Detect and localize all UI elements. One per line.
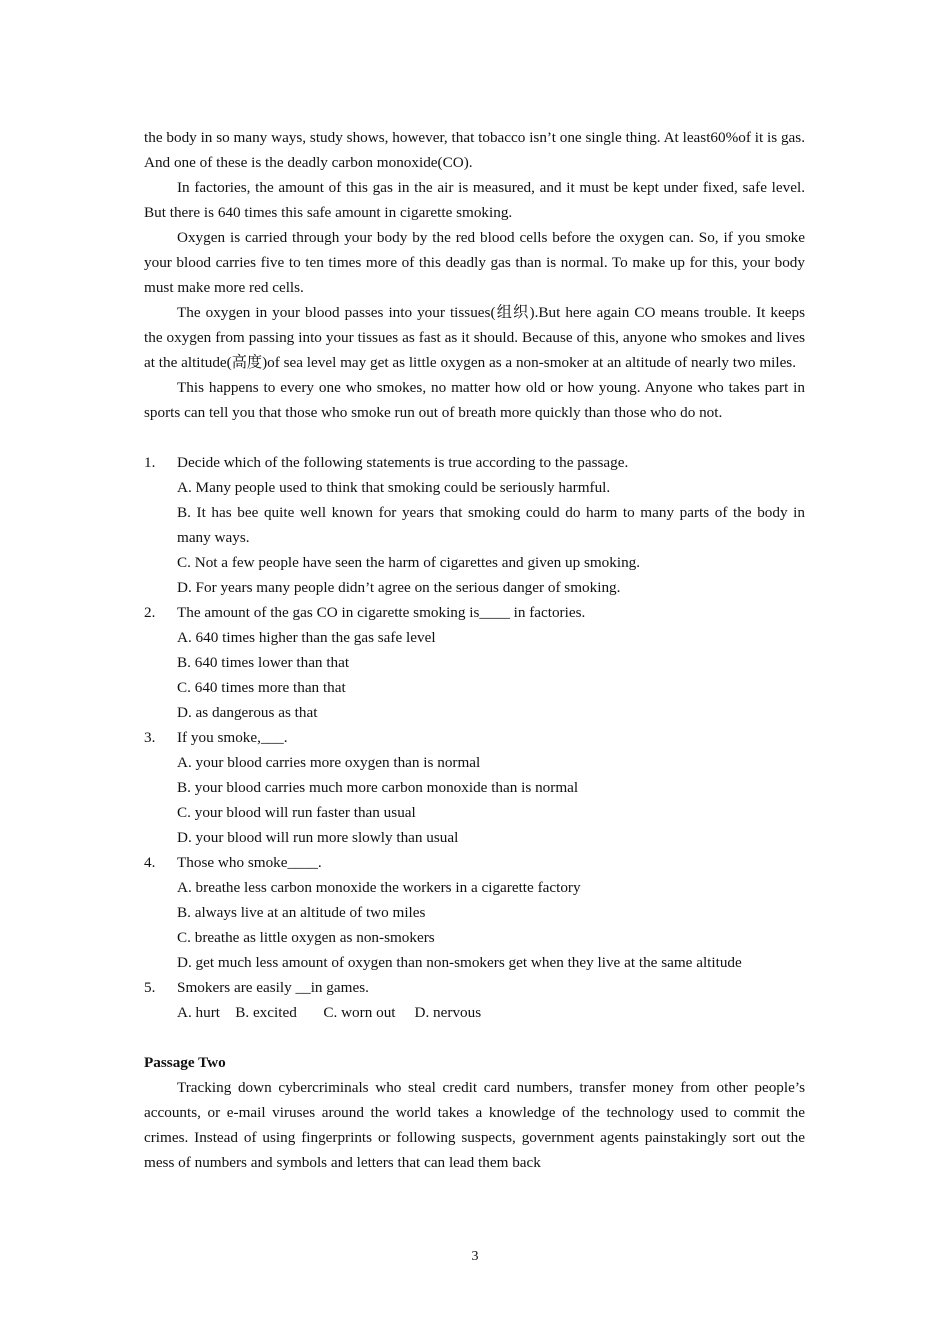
passage-paragraph: Oxygen is carried through your body by the red blood cells before the oxygen can. So, if you smoke your blood carries five to ten times more of this deadly gas than is normal. To make up for this, your body must make more red cells. [144,229,805,296]
option-a: A. 640 times higher than the gas safe level [177,629,436,646]
option-d: D. get much less amount of oxygen than non-smokers get when they live at the same altitude [177,954,742,971]
passage-paragraph: the body in so many ways, study shows, however, that tobacco isn’t one single thing. At least60%of it is gas. And one of these is the deadly carbon monoxide(CO). [144,129,805,171]
passage-paragraph: The oxygen in your blood passes into your tissues(组织).But here again CO means trouble. It keeps the oxygen from passing into your tissues as fast as it should. Because of this, anyone who smokes and lives at the altitude(高度)of sea level may get as little oxygen as a non-smoker at an altitude of nearly two miles. [144,304,805,371]
option-c: C. 640 times more than that [177,679,346,696]
option-b: B. 640 times lower than that [177,654,350,671]
option-b: B. your blood carries much more carbon monoxide than is normal [177,779,579,796]
question-stem: Smokers are easily __in games. [177,979,369,996]
question-stem: If you smoke,___. [177,729,288,746]
option-c: C. breathe as little oxygen as non-smokers [177,929,435,946]
passage-paragraph: Tracking down cybercriminals who steal credit card numbers, transfer money from other people’s accounts, or e-mail viruses around the world takes a knowledge of the technology used to commit the crimes. Instead of using fingerprints or following suspects, government agents painstakingly sort out the mess of numbers and symbols and letters that can lead them back [144,1079,805,1171]
document-page [144,125,805,1175]
question-number: 1. [144,454,156,471]
question-5 [144,975,805,1025]
option-row: A. hurt B. excited C. worn out D. nervous [177,1004,482,1021]
question-number: 5. [144,979,156,996]
question-stem: The amount of the gas CO in cigarette smoking is____ in factories. [177,604,586,621]
option-a: A. breathe less carbon monoxide the workers in a cigarette factory [177,879,581,896]
option-b: B. It has bee quite well known for years that smoking could do harm to many parts of the body in many ways. [177,504,805,546]
passage-paragraph: In factories, the amount of this gas in the air is measured, and it must be kept under fixed, safe level. But there is 640 times this safe amount in cigarette smoking. [144,179,805,221]
option-c: C. Not a few people have seen the harm of cigarettes and given up smoking. [177,554,641,571]
option-d: D. as dangerous as that [177,704,318,721]
question-2 [144,600,805,725]
question-4 [144,850,805,975]
spacer [144,1025,805,1050]
page-number: 3 [471,1249,479,1264]
section-heading: Passage Two [144,1054,226,1071]
spacer [144,425,805,450]
question-stem: Decide which of the following statements is true according to the passage. [177,454,629,471]
option-a: A. Many people used to think that smoking could be seriously harmful. [177,479,611,496]
question-3 [144,725,805,850]
option-a: A. your blood carries more oxygen than is normal [177,754,481,771]
option-d: D. For years many people didn’t agree on the serious danger of smoking. [177,579,621,596]
question-number: 4. [144,854,156,871]
question-1 [144,450,805,600]
option-c: C. your blood will run faster than usual [177,804,416,821]
question-number: 3. [144,729,156,746]
question-stem: Those who smoke____. [177,854,322,871]
option-b: B. always live at an altitude of two miles [177,904,426,921]
question-number: 2. [144,604,156,621]
passage-paragraph: This happens to every one who smokes, no matter how old or how young. Anyone who takes part in sports can tell you that those who smoke run out of breath more quickly than those who do not. [144,379,805,421]
option-d: D. your blood will run more slowly than usual [177,829,459,846]
